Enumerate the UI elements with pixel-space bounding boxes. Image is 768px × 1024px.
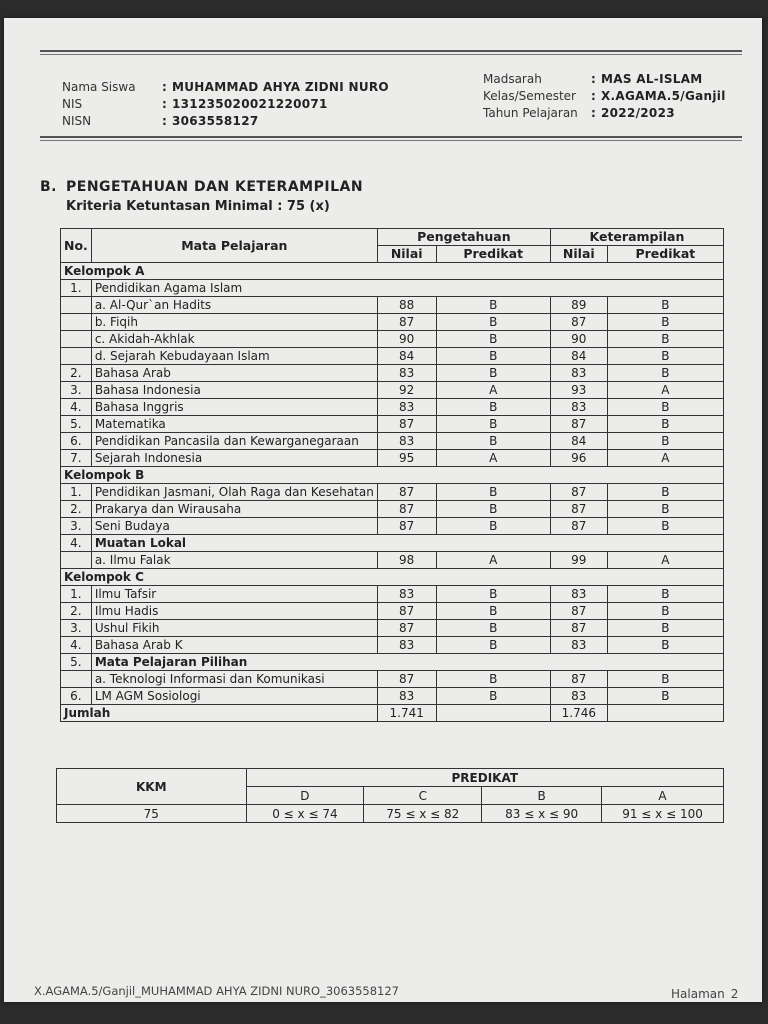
group-row (61, 569, 724, 586)
total-knowledge-pred (436, 705, 550, 722)
row-no: 4. (61, 535, 92, 552)
table-row (61, 603, 724, 620)
kkm-criteria: Kriteria Ketuntasan Minimal : 75 (x) (66, 199, 330, 214)
skill-predicate: B (607, 586, 723, 603)
table-row (61, 297, 724, 314)
subject-name: Bahasa Arab K (91, 637, 377, 654)
col-header-subject: Mata Pelajaran (91, 229, 377, 263)
row-no: 1. (61, 484, 92, 501)
knowledge-score: 88 (377, 297, 436, 314)
knowledge-predicate: A (436, 382, 550, 399)
knowledge-score: 90 (377, 331, 436, 348)
total-skill: 1.746 (550, 705, 607, 722)
table-row (61, 331, 724, 348)
skill-predicate: A (607, 382, 723, 399)
table-row (61, 620, 724, 637)
knowledge-predicate: B (436, 399, 550, 416)
table-row (61, 671, 724, 688)
skill-predicate: B (607, 501, 723, 518)
skill-score: 83 (550, 586, 607, 603)
knowledge-predicate: B (436, 331, 550, 348)
row-no (61, 331, 92, 348)
grade-c: C (364, 787, 482, 805)
student-info-left: Nama Siswa : MUHAMMAD AHYA ZIDNI NURO NIS : 131235020021220071 NISN : 3063558127 (62, 80, 389, 128)
skill-score: 87 (550, 484, 607, 501)
row-no: 2. (61, 501, 92, 518)
knowledge-predicate: B (436, 518, 550, 535)
subject-header-row (61, 280, 724, 297)
skill-predicate: B (607, 297, 723, 314)
knowledge-predicate: A (436, 450, 550, 467)
section-letter: B. (40, 179, 57, 195)
skill-score: 90 (550, 331, 607, 348)
skill-predicate: B (607, 331, 723, 348)
skill-score: 83 (550, 399, 607, 416)
kkm-header: KKM (57, 769, 247, 805)
skill-score: 93 (550, 382, 607, 399)
kelas-label: Kelas/Semester (483, 89, 576, 103)
subject-name: Bahasa Arab (91, 365, 377, 382)
table-row (61, 382, 724, 399)
skill-score: 87 (550, 314, 607, 331)
table-row (61, 637, 724, 654)
range-d: 0 ≤ x ≤ 74 (246, 805, 364, 823)
mid-rule-thin (40, 140, 742, 141)
nisn-label: NISN (62, 114, 92, 128)
mid-rule (40, 136, 742, 138)
skill-predicate: B (607, 620, 723, 637)
col-header-skill: Keterampilan (550, 229, 723, 246)
subject-name: a. Teknologi Informasi dan Komunikasi (91, 671, 377, 688)
row-no: 5. (61, 654, 92, 671)
total-label: Jumlah (61, 705, 378, 722)
row-no: 2. (61, 365, 92, 382)
row-no: 4. (61, 399, 92, 416)
grade-b: B (482, 787, 602, 805)
subject-name: Seni Budaya (91, 518, 377, 535)
skill-score: 84 (550, 348, 607, 365)
knowledge-predicate: B (436, 637, 550, 654)
skill-score: 87 (550, 603, 607, 620)
skill-predicate: A (607, 450, 723, 467)
group-row (61, 263, 724, 280)
madrasah-label: Madsarah (483, 72, 542, 86)
subject-name: a. Al-Qur`an Hadits (91, 297, 377, 314)
table-row (61, 552, 724, 569)
range-a: 91 ≤ x ≤ 100 (602, 805, 724, 823)
skill-score: 87 (550, 501, 607, 518)
row-no: 1. (61, 280, 92, 297)
skill-score: 89 (550, 297, 607, 314)
row-no: 4. (61, 637, 92, 654)
skill-score: 96 (550, 450, 607, 467)
knowledge-predicate: B (436, 365, 550, 382)
name-label: Nama Siswa (62, 80, 136, 94)
row-no (61, 314, 92, 331)
top-rule-thin (40, 54, 742, 55)
knowledge-score: 87 (377, 484, 436, 501)
subject-header-row (61, 535, 724, 552)
table-row (61, 450, 724, 467)
table-row (61, 501, 724, 518)
subject-name: Bahasa Inggris (91, 399, 377, 416)
row-no: 2. (61, 603, 92, 620)
table-row (61, 484, 724, 501)
knowledge-score: 83 (377, 688, 436, 705)
knowledge-score: 83 (377, 586, 436, 603)
skill-predicate: B (607, 399, 723, 416)
subject-name: Ilmu Hadis (91, 603, 377, 620)
skill-score: 83 (550, 637, 607, 654)
skill-predicate: B (607, 688, 723, 705)
knowledge-predicate: B (436, 586, 550, 603)
col-header-no: No. (61, 229, 92, 263)
subject-name: Pendidikan Jasmani, Olah Raga dan Kesehatan (91, 484, 377, 501)
predikat-header: PREDIKAT (246, 769, 724, 787)
table-row (61, 365, 724, 382)
table-row (61, 314, 724, 331)
grades-table (60, 228, 724, 722)
group-label: Kelompok B (61, 467, 724, 484)
knowledge-score: 87 (377, 671, 436, 688)
knowledge-predicate: A (436, 552, 550, 569)
grade-a: A (602, 787, 724, 805)
knowledge-predicate: B (436, 433, 550, 450)
nis-label: NIS (62, 97, 83, 111)
row-no: 3. (61, 620, 92, 637)
total-skill-pred (607, 705, 723, 722)
skill-predicate: B (607, 637, 723, 654)
subject-name: Matematika (91, 416, 377, 433)
knowledge-predicate: B (436, 501, 550, 518)
skill-score: 84 (550, 433, 607, 450)
student-info-right: Madsarah : MAS AL-ISLAM Kelas/Semester : X.AGAMA.5/Ganjil Tahun Pelajaran : 2022/2023 (483, 72, 726, 120)
skill-score: 99 (550, 552, 607, 569)
page-number: 2 (730, 987, 739, 1001)
range-c: 75 ≤ x ≤ 82 (364, 805, 482, 823)
knowledge-score: 83 (377, 399, 436, 416)
skill-score: 87 (550, 518, 607, 535)
skill-predicate: B (607, 348, 723, 365)
kkm-table (56, 768, 724, 823)
range-b: 83 ≤ x ≤ 90 (482, 805, 602, 823)
table-row (61, 433, 724, 450)
knowledge-predicate: B (436, 484, 550, 501)
subject-name: Pendidikan Pancasila dan Kewarganegaraan (91, 433, 377, 450)
row-no (61, 348, 92, 365)
knowledge-predicate: B (436, 416, 550, 433)
table-row (61, 416, 724, 433)
skill-score: 83 (550, 365, 607, 382)
skill-predicate: B (607, 671, 723, 688)
knowledge-score: 84 (377, 348, 436, 365)
skill-score: 83 (550, 688, 607, 705)
knowledge-predicate: B (436, 297, 550, 314)
tahun-value: 2022/2023 (601, 106, 675, 120)
subject-name: c. Akidah-Akhlak (91, 331, 377, 348)
skill-predicate: B (607, 433, 723, 450)
knowledge-score: 83 (377, 637, 436, 654)
knowledge-score: 87 (377, 603, 436, 620)
table-row (61, 586, 724, 603)
top-rule (40, 50, 742, 52)
subject-name: b. Fiqih (91, 314, 377, 331)
subject-header: Pendidikan Agama Islam (91, 280, 723, 297)
row-no: 1. (61, 586, 92, 603)
footer-page (665, 987, 738, 1001)
row-no (61, 552, 92, 569)
subject-header: Muatan Lokal (91, 535, 723, 552)
skill-predicate: B (607, 416, 723, 433)
total-row (61, 705, 724, 722)
knowledge-score: 95 (377, 450, 436, 467)
report-page (4, 18, 762, 1002)
skill-predicate: B (607, 603, 723, 620)
madrasah-name: MAS AL-ISLAM (601, 72, 703, 86)
row-no: 6. (61, 433, 92, 450)
grades-body (61, 263, 724, 705)
subject-name: Prakarya dan Wirausaha (91, 501, 377, 518)
knowledge-score: 87 (377, 620, 436, 637)
tahun-label: Tahun Pelajaran (483, 106, 578, 120)
table-row (61, 348, 724, 365)
section-title-text: PENGETAHUAN DAN KETERAMPILAN (66, 179, 364, 195)
footer-file: X.AGAMA.5/Ganjil_MUHAMMAD AHYA ZIDNI NURO_3063558127 (34, 984, 399, 998)
knowledge-score: 87 (377, 518, 436, 535)
knowledge-predicate: B (436, 620, 550, 637)
subject-name: a. Ilmu Falak (91, 552, 377, 569)
student-name: MUHAMMAD AHYA ZIDNI NURO (172, 80, 389, 94)
row-no: 3. (61, 518, 92, 535)
subject-name: Bahasa Indonesia (91, 382, 377, 399)
subject-name: Sejarah Indonesia (91, 450, 377, 467)
skill-score: 87 (550, 671, 607, 688)
knowledge-score: 87 (377, 416, 436, 433)
table-row (61, 518, 724, 535)
knowledge-predicate: B (436, 348, 550, 365)
knowledge-score: 83 (377, 365, 436, 382)
skill-predicate: B (607, 484, 723, 501)
skill-predicate: B (607, 365, 723, 382)
group-label: Kelompok C (61, 569, 724, 586)
total-knowledge: 1.741 (377, 705, 436, 722)
group-label: Kelompok A (61, 263, 724, 280)
row-no: 3. (61, 382, 92, 399)
subject-header-row (61, 654, 724, 671)
subject-header: Mata Pelajaran Pilihan (91, 654, 723, 671)
subject-name: LM AGM Sosiologi (91, 688, 377, 705)
row-no: 5. (61, 416, 92, 433)
row-no (61, 671, 92, 688)
skill-predicate: A (607, 552, 723, 569)
col-header-k-score: Nilai (377, 246, 436, 263)
student-nisn: 3063558127 (172, 114, 259, 128)
knowledge-score: 87 (377, 314, 436, 331)
skill-predicate: B (607, 314, 723, 331)
knowledge-score: 92 (377, 382, 436, 399)
knowledge-predicate: B (436, 671, 550, 688)
skill-predicate: B (607, 518, 723, 535)
row-no (61, 297, 92, 314)
knowledge-predicate: B (436, 688, 550, 705)
section-title (40, 179, 363, 195)
skill-score: 87 (550, 416, 607, 433)
student-nis: 131235020021220071 (172, 97, 328, 111)
group-row (61, 467, 724, 484)
kkm-value: 75 (57, 805, 247, 823)
col-header-s-score: Nilai (550, 246, 607, 263)
page-label: Halaman (671, 987, 725, 1001)
subject-name: d. Sejarah Kebudayaan Islam (91, 348, 377, 365)
row-no: 6. (61, 688, 92, 705)
subject-name: Ushul Fikih (91, 620, 377, 637)
knowledge-predicate: B (436, 314, 550, 331)
table-row (61, 399, 724, 416)
knowledge-score: 83 (377, 433, 436, 450)
grade-d: D (246, 787, 364, 805)
knowledge-predicate: B (436, 603, 550, 620)
knowledge-score: 98 (377, 552, 436, 569)
table-row (61, 688, 724, 705)
row-no: 7. (61, 450, 92, 467)
kelas-value: X.AGAMA.5/Ganjil (601, 89, 726, 103)
subject-name: Ilmu Tafsir (91, 586, 377, 603)
skill-score: 87 (550, 620, 607, 637)
col-header-s-pred: Predikat (607, 246, 723, 263)
knowledge-score: 87 (377, 501, 436, 518)
col-header-k-pred: Predikat (436, 246, 550, 263)
col-header-knowledge: Pengetahuan (377, 229, 550, 246)
